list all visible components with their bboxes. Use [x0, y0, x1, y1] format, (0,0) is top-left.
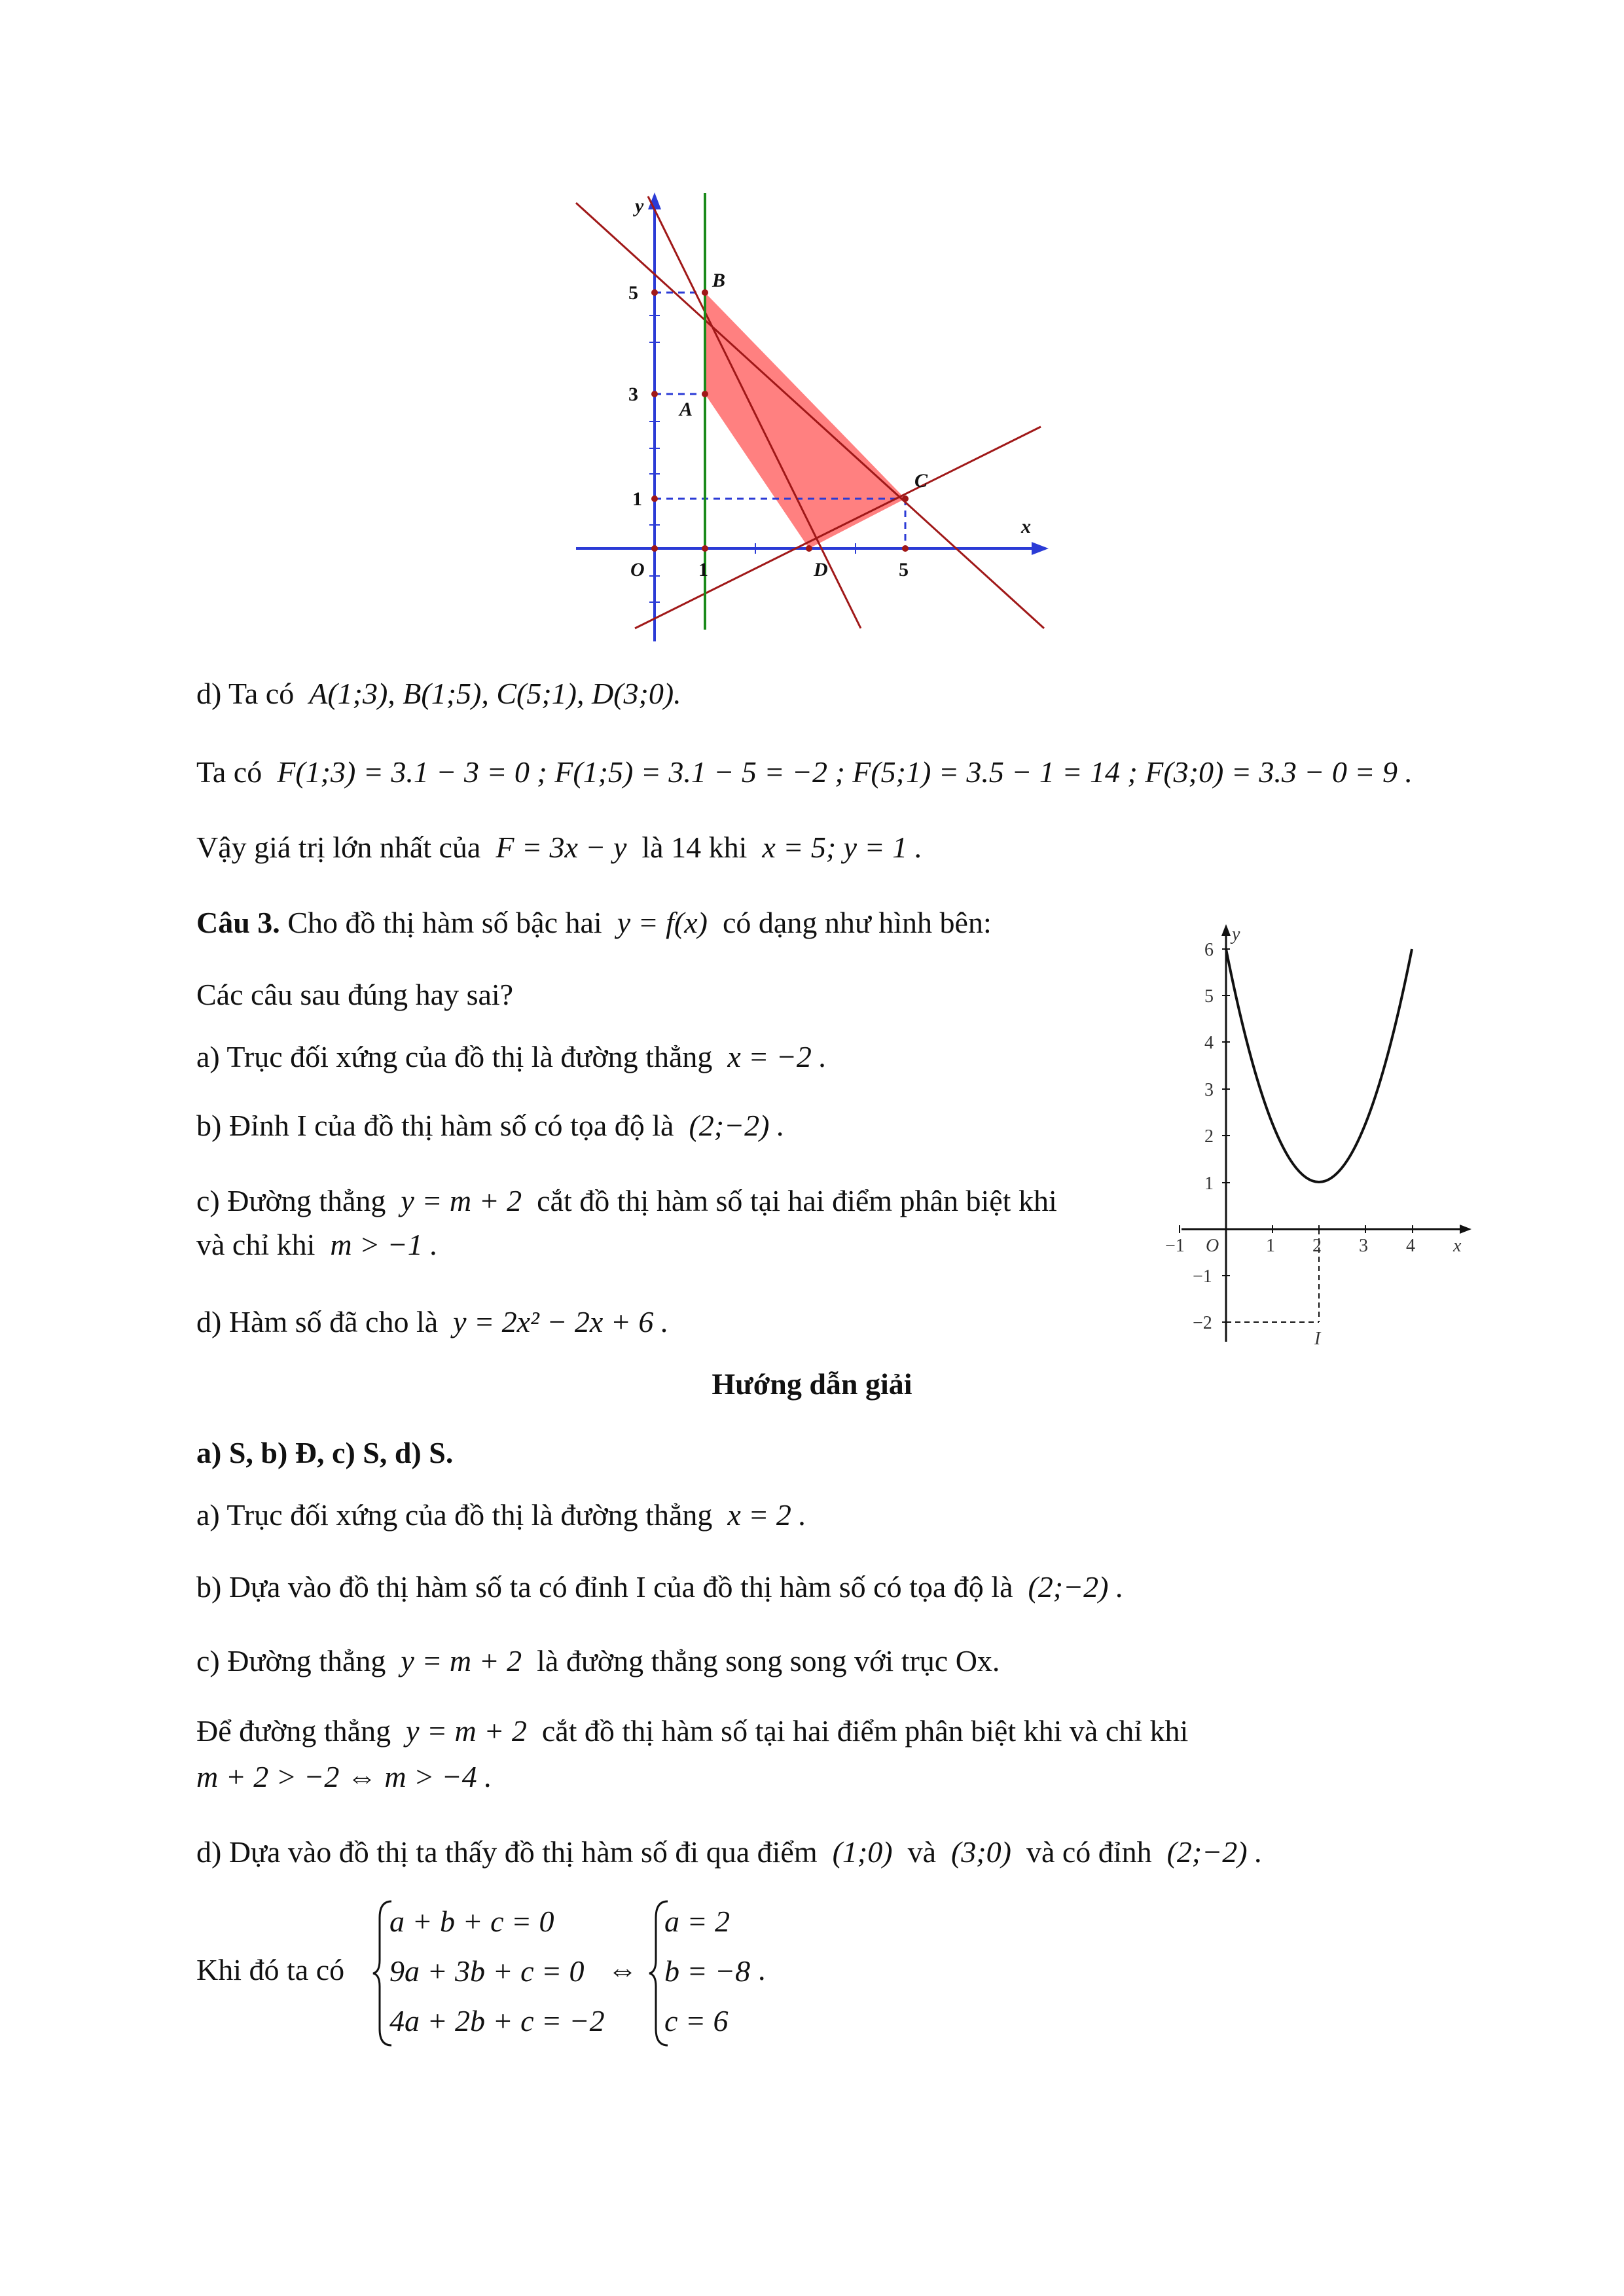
fig1-ytick-3: 3 [628, 384, 638, 405]
point-a-label: A [679, 399, 693, 420]
question-label: Câu 3. [196, 906, 280, 939]
point-d-label: D [814, 559, 828, 581]
fig2-vertex-label: I [1314, 1329, 1321, 1349]
solution-c-line2: Để đường thẳng y = m + 2 cắt đồ thị hàm số tại hai điểm phân biệt khi và chỉ khi [196, 1714, 1189, 1748]
fig2-y-label: y [1232, 924, 1240, 944]
feasible-region [705, 293, 905, 548]
parabola-curve [1226, 949, 1412, 1182]
fig2-ytick-4: 4 [1204, 1033, 1214, 1053]
solution-c-line3: m + 2 > −2 ⇔ m > −4 . [196, 1760, 492, 1793]
question-prompt: Các câu sau đúng hay sai? [196, 978, 514, 1011]
fig1-ytick-5: 5 [628, 282, 638, 304]
solution-c: c) Đường thẳng y = m + 2 là đường thẳng song song với trục Ox. [196, 1644, 1000, 1677]
x-axis-arrow-icon [1032, 542, 1049, 555]
fig1-y-label: y [635, 195, 644, 217]
fig2-ytick-6: 6 [1204, 940, 1214, 960]
fig1-ytick-1: 1 [632, 488, 642, 510]
solution-title: Hướng dẫn giải [712, 1367, 912, 1401]
solution-b: b) Dựa vào đồ thị hàm số ta có đỉnh I của đồ thị hàm số có tọa độ là (2;−2) . [196, 1570, 1124, 1604]
statement-b: b) Đỉnh I của đồ thị hàm số có tọa độ là (2;−2) . [196, 1109, 785, 1142]
statement-d: d) Hàm số đã cho là y = 2x² − 2x + 6 . [196, 1305, 669, 1338]
equation-system-2: a = 2 b = −8 c = 6 [664, 1905, 751, 2037]
statement-c: c) Đường thẳng y = m + 2 cắt đồ thị hàm số tại hai điểm phân biệt khi [196, 1184, 1057, 1217]
question-3: Câu 3. Cho đồ thị hàm số bậc hai y = f(x) có dạng như hình bên: [196, 906, 992, 939]
fig2-y-arrow-icon [1221, 924, 1231, 936]
fig2-xtick-1: 1 [1266, 1236, 1275, 1256]
fig1-xtick-1: 1 [698, 559, 708, 581]
solution-d: d) Dựa vào đồ thị ta thấy đồ thị hàm số đi qua điểm (1;0) và (3;0) và có đỉnh (2;−2) . [196, 1835, 1263, 1869]
fig2-xtick-4: 4 [1406, 1236, 1415, 1256]
fig2-xtick-2: 2 [1312, 1236, 1322, 1256]
fig2-ytick-2: 2 [1204, 1126, 1214, 1147]
fig2-ytick-1: 1 [1204, 1174, 1214, 1194]
figure-parabola [1159, 916, 1486, 1361]
line-bc [576, 203, 1044, 628]
points-list: A(1;3), B(1;5), C(5;1), D(3;0). [309, 677, 681, 710]
line-d-intro: d) Ta có A(1;3), B(1;5), C(5;1), D(3;0). [196, 677, 681, 710]
line-f-values: Ta có F(1;3) = 3.1 − 3 = 0 ; F(1;5) = 3.1 − 5 = −2 ; F(5;1) = 3.5 − 1 = 14 ; F(3;0) = 3.3 − 0 = 9 . [196, 755, 1413, 789]
point-c-label: C [914, 470, 928, 492]
f-values: F(1;3) = 3.1 − 3 = 0 ; F(1;5) = 3.1 − 5 = −2 ; F(5;1) = 3.5 − 1 = 14 ; F(3;0) = 3.3 − 0 = 9 . [277, 755, 1413, 789]
point-b-label: B [712, 270, 726, 291]
fig2-ytick-3: 3 [1204, 1080, 1214, 1100]
fig2-ytick-minus2: −2 [1193, 1313, 1212, 1333]
fig2-ytick-5: 5 [1204, 986, 1214, 1007]
statement-a: a) Trục đối xứng của đồ thị là đường thẳng x = −2 . [196, 1040, 827, 1073]
statement-c-line2: và chỉ khi m > −1 . [196, 1228, 438, 1261]
fig1-origin-label: O [630, 559, 645, 581]
fig2-origin-label: O [1206, 1236, 1219, 1256]
equation-system-1: a + b + c = 0 9a + 3b + c = 0 4a + 2b + c = −2 [389, 1905, 605, 2037]
solution-a: a) Trục đối xứng của đồ thị là đường thẳng x = 2 . [196, 1498, 806, 1532]
answer-summary: a) S, b) Đ, c) S, d) S. [196, 1436, 454, 1469]
equivalence-symbol: ⇔ [607, 1953, 638, 1986]
fig1-xtick-5: 5 [899, 559, 909, 581]
fig2-x-label: x [1453, 1236, 1462, 1256]
line-max-value: Vậy giá trị lớn nhất của F = 3x − y là 14 khi x = 5; y = 1 . [196, 831, 923, 864]
fig1-x-label: x [1021, 516, 1031, 537]
fig2-x-arrow-icon [1460, 1225, 1471, 1234]
fig2-ytick-minus1: −1 [1193, 1266, 1212, 1287]
fig2-xtick-3: 3 [1359, 1236, 1368, 1256]
khi-do-label: Khi đó ta có [196, 1953, 345, 1986]
figure-feasible-region [563, 190, 1060, 648]
fig2-xtick-minus1: −1 [1165, 1236, 1185, 1256]
system-end-period: . [758, 1953, 766, 1986]
